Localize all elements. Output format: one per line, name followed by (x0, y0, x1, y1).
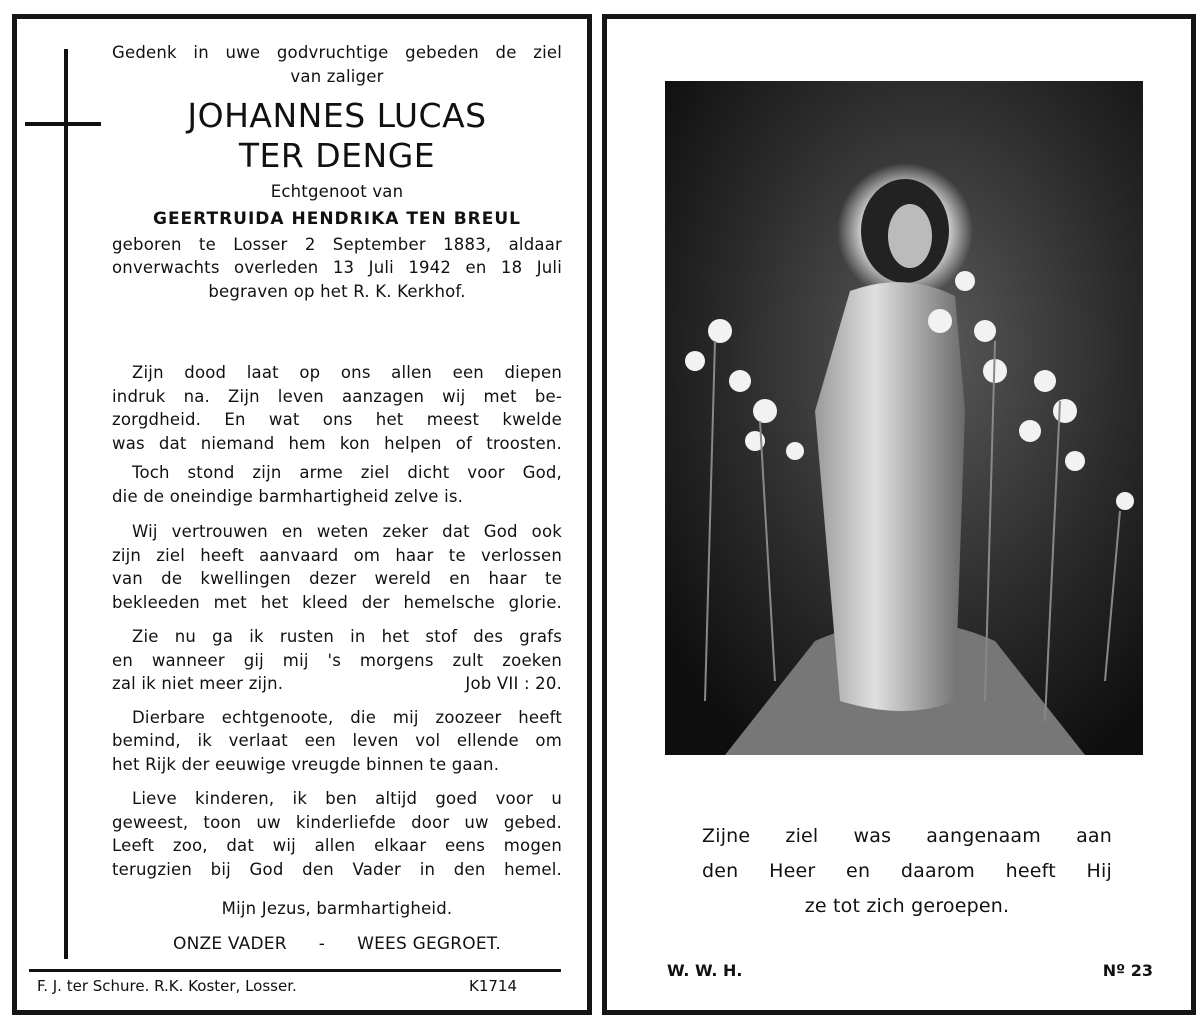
devotional-image-jesus-with-lilies (665, 81, 1143, 755)
body-text (112, 361, 562, 956)
deceased-name: JOHANNES LUCAS (187, 96, 487, 135)
quote-reference: Job VII : 20. (465, 674, 562, 693)
text-line: zijn ziel heeft aanvaard om haar te verlossen (112, 545, 562, 565)
memorial-card-image-side (602, 14, 1196, 1015)
prayer-hail-mary: WEES GEGROET. (357, 933, 501, 954)
publisher-initials: W. W. H. (667, 961, 743, 980)
text-line: was dat niemand hem kon helpen of troosten. (112, 433, 562, 453)
cross-icon (64, 49, 68, 959)
cross-icon-bar (25, 122, 101, 126)
text-line: het Rijk der eeuwige vreugde binnen te gaan. (112, 754, 500, 774)
spouse-label: Echtgenoot van (270, 182, 404, 201)
text-line: Lieve kinderen, ik ben altijd goed voor u (132, 789, 562, 808)
text-line: geweest, toon uw kinderliefde door uw gebed. (112, 812, 562, 832)
text-line (112, 672, 562, 696)
divider (29, 969, 561, 972)
printer-name: F. J. ter Schure. R.K. Koster, Losser. (37, 977, 297, 995)
printer-footer (37, 977, 517, 995)
text-line: en wanneer gij mij 's morgens zult zoeken (112, 650, 562, 670)
text-line: bemind, ik verlaat een leven vol ellende om (112, 731, 562, 750)
intro-line: Gedenk in uwe godvruchtige gebeden de ziel (112, 43, 562, 62)
memorial-card-text-side (12, 14, 592, 1015)
text-line: zorgdheid. En wat ons het meest kwelde (112, 410, 562, 429)
text-line: Dierbare echtgenoote, die mij zoozeer heeft (132, 707, 562, 727)
paragraph (112, 787, 562, 881)
paragraph-quote (112, 625, 562, 696)
intro-line: van zaliger (290, 66, 384, 86)
text-line: terugzien bij God den Vader in den hemel. (112, 859, 562, 879)
caption-line: ze tot zich geroepen. (804, 895, 1010, 917)
paragraph (112, 706, 562, 777)
card-code: K1714 (468, 977, 517, 995)
text-line: Zijn dood laat op ons allen een diepen (132, 363, 562, 382)
text-line: Wij vertrouwen en weten zeker dat God ook (132, 522, 562, 541)
card-number: Nº 23 (1102, 961, 1153, 980)
spouse-name: GEERTRUIDA HENDRIKA TEN BREUL (152, 208, 521, 229)
quote-line: zal ik niet meer zijn. (112, 674, 284, 693)
prayer-our-father: ONZE VADER (173, 933, 287, 954)
text-line: Leeft zoo, dat wij allen elkaar eens mogen (112, 836, 562, 855)
paragraph (112, 520, 562, 614)
prayer-line: Mijn Jezus, barmhartigheid. (221, 899, 453, 918)
text-line: Zie nu ga ik rusten in het stof des grafs (132, 627, 562, 646)
caption-line: den Heer en daarom heeft Hij (702, 860, 1112, 882)
dates-line: onverwachts overleden 13 Juli 1942 en 18 Juli (112, 258, 562, 277)
text-line: bekleeden met het kleed der hemelsche glorie. (112, 592, 562, 612)
text-line: indruk na. Zijn leven aanzagen wij met be- (112, 386, 562, 406)
caption-line: Zijne ziel was aangenaam aan (702, 825, 1112, 847)
caption (702, 819, 1112, 924)
text-line: Toch stond zijn arme ziel dicht voor God, (132, 463, 562, 482)
prayers (112, 933, 562, 957)
dates-line: geboren te Losser 2 September 1883, aldaar (112, 234, 562, 254)
dates-line: begraven op het R. K. Kerkhof. (208, 281, 466, 301)
paragraph (112, 461, 562, 508)
deceased-surname: TER DENGE (238, 136, 436, 175)
header-block (112, 41, 562, 303)
paragraph (112, 361, 562, 455)
text-line: van de kwellingen dezer wereld en haar te (112, 569, 562, 588)
separator: - (318, 933, 326, 954)
text-line: die de oneindige barmhartigheid zelve is. (112, 486, 464, 506)
